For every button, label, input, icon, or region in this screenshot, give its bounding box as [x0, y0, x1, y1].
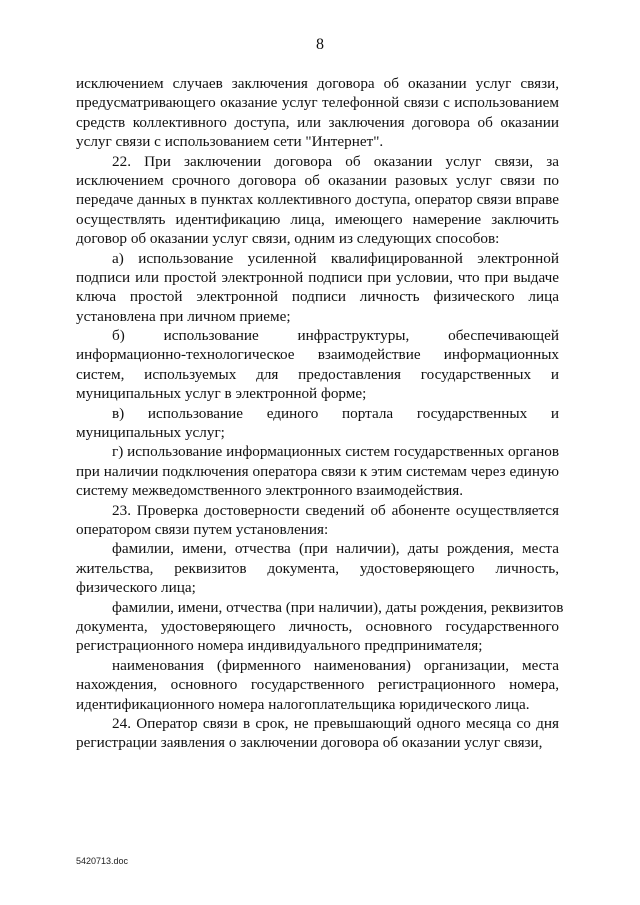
- paragraph: [76, 714, 559, 753]
- text-line: исключением случаев заключения договора об оказании услуг связи,: [76, 75, 559, 92]
- paragraph: [76, 442, 559, 500]
- text-line: средств коллективного доступа, или заключения договора об оказании: [76, 113, 559, 131]
- text-line: 22. При заключении договора об оказании услуг связи, за: [112, 152, 559, 170]
- text-line: установлена при личном приеме;: [76, 307, 291, 325]
- text-line: идентификационного номера налогоплательщика юридического лица.: [76, 695, 530, 713]
- text-line: систему межведомственного электронного взаимодействия.: [76, 482, 464, 500]
- text-line: 24. Оператор связи в срок, не превышающий одного месяца со дня: [112, 714, 559, 732]
- text-line: договор об оказании услуг связи, одним из следующих способов:: [76, 230, 500, 248]
- text-line: г) использование информационных систем государственных органов: [112, 443, 559, 461]
- text-line: 23. Проверка достоверности сведений об абоненте осуществляется: [112, 501, 559, 519]
- text-line: физического лица;: [76, 579, 196, 597]
- text-line: при наличии подключения оператора связи к этим системам через единую: [76, 462, 559, 480]
- text-line: фамилии, имени, отчества (при наличии), даты рождения, места: [112, 540, 559, 558]
- text-line: а) использование усиленной квалифицированной электронной: [112, 249, 559, 267]
- document-body: [76, 74, 564, 753]
- text-line: документа, удостоверяющего личность, основного государственного: [76, 617, 559, 635]
- text-line: предусматривающего оказание услуг телефонной связи с использованием: [76, 94, 559, 112]
- text-line: систем, используемых для предоставления государственных и: [76, 365, 559, 383]
- paragraph: [76, 404, 559, 443]
- text-line: подписи или простой электронной подписи при условии, что при выдаче: [76, 268, 559, 286]
- text-line: б) использование инфраструктуры, обеспечивающей: [112, 327, 559, 345]
- text-line: нахождения, основного государственного регистрационного номера,: [76, 676, 559, 694]
- text-line: регистрации заявления о заключении договора об оказании услуг связи,: [76, 734, 543, 752]
- paragraph: [76, 249, 559, 327]
- text-line: исключением срочного договора об оказании разовых услуг связи по: [76, 171, 559, 189]
- text-line: муниципальных услуг;: [76, 424, 225, 442]
- text-line: жительства, реквизитов документа, удостоверяющего личность,: [76, 559, 559, 577]
- text-line: услуг связи с использованием сети "Интернет".: [76, 133, 384, 151]
- paragraph: [76, 539, 559, 597]
- paragraph: [76, 152, 559, 249]
- text-line: в) использование единого портала государственных и: [112, 404, 559, 422]
- text-line: осуществлять идентификацию лица, имеющего намерение заключить: [76, 210, 559, 228]
- paragraph: [76, 501, 559, 540]
- text-line: оператором связи путем установления:: [76, 520, 329, 538]
- paragraph: [76, 656, 559, 714]
- document-file-name: 5420713.doc: [76, 856, 129, 866]
- paragraph: [76, 74, 559, 152]
- paragraph: [76, 326, 559, 404]
- page-number: 8: [316, 36, 324, 53]
- text-line: муниципальных услуг в электронной форме;: [76, 385, 367, 403]
- text-line: информационно-технологическое взаимодействие информационных: [76, 346, 559, 364]
- text-line: ключа простой электронной подписи личность физического лица: [76, 288, 559, 306]
- text-line: регистрационного номера индивидуального предпринимателя;: [76, 637, 483, 655]
- text-line: передаче данных в пунктах коллективного доступа, оператор связи вправе: [76, 191, 559, 209]
- paragraph: [76, 598, 564, 656]
- text-line: фамилии, имени, отчества (при наличии), даты рождения, реквизитов: [112, 598, 564, 616]
- text-line: наименования (фирменного наименования) организации, места: [112, 656, 559, 674]
